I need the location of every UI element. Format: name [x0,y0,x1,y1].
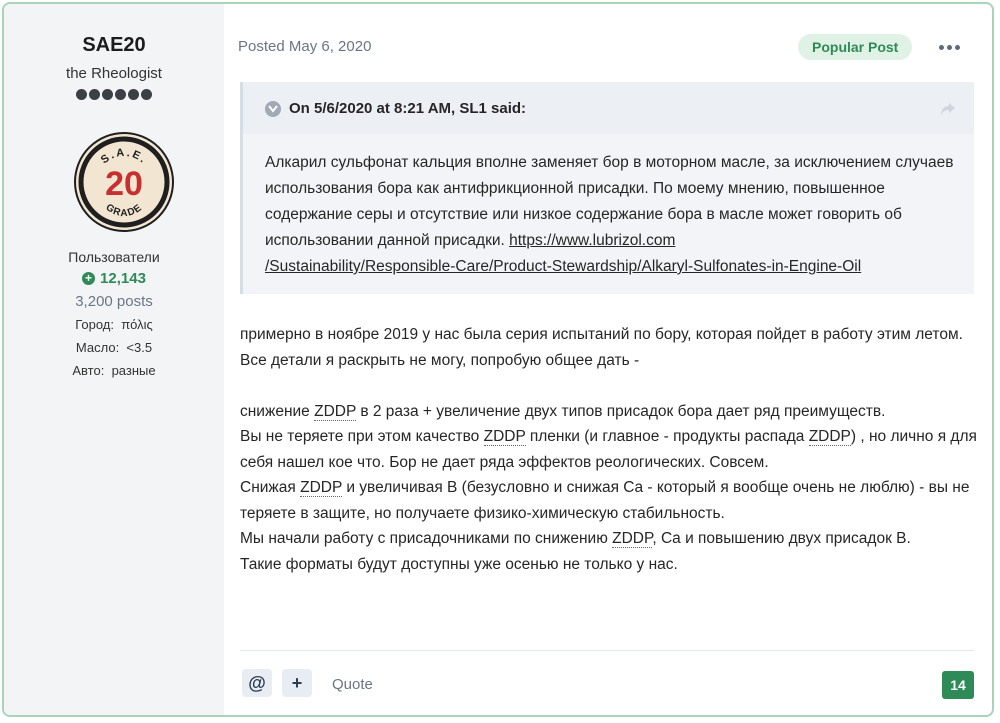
field-value: πόλις [121,317,153,332]
paragraph: Мы начали работу с присадочниками по снижению ZDDP, Ca и повышению двух присадок B. [240,530,911,547]
footer-divider [240,650,974,651]
quote-text-body: Алкарил сульфонат кальция вполне заменяет бор в моторном масле, за исключением случаев использования бора как антифрикционной присадки. По моему мнению, повышенное содержание серы и отсутствие или низкое содержание бора в масле может говорить об использовании данной присадки. [265,154,954,249]
more-options-icon[interactable] [936,34,962,60]
field-label: Авто: [72,363,105,378]
reaction-count[interactable]: 14 [942,671,974,699]
author-group: Пользователи [68,249,160,265]
paragraph: снижение ZDDP в 2 раза + увеличение двух типов присадок бора дает ряд преимуществ. [240,402,886,420]
avatar-number: 20 [105,165,143,203]
avatar[interactable] [74,132,174,232]
field-label: Город: [75,317,114,332]
paragraph: примерно в ноябре 2019 у нас была серия испытаний по бору, которая пойдет в работу этим летом. [240,326,963,343]
share-arrow-icon[interactable] [940,102,956,116]
rank-pip [76,89,87,100]
rank-pip [102,89,113,100]
abbr-zddp: ZDDP [612,530,653,547]
chevron-down-icon[interactable] [265,101,281,117]
reputation-value: 12,143 [100,270,146,287]
plus-circle-icon: + [82,272,95,285]
field-label: Масло: [75,340,120,355]
field-value: <3.5 [126,340,153,355]
author-panel [4,4,224,715]
rank-pip [115,89,126,100]
post-content [224,4,992,715]
rank-pip [141,89,152,100]
post-count: 3,200 posts [75,293,153,310]
paragraph: Вы не теряете при этом качество ZDDP пленки (и главное - продукты распада ZDDP) , но лично я для себя нашел кое что. Бор не дает ряда эффектов реологических. Совсем. [240,428,977,471]
forum-post [2,2,994,717]
field-value: разные [111,363,156,378]
rank-pips [4,89,224,100]
author-title: the Rheologist [66,65,162,82]
rank-pip [89,89,100,100]
quote-button[interactable]: Quote [332,676,373,693]
rank-pip [128,89,139,100]
abbr-zddp: ZDDP [483,428,526,445]
avatar-bottom-text: GRADE [103,202,145,220]
avatar-top-text: S.A.E. [98,146,150,167]
abbr-zddp: ZDDP [300,479,343,496]
author-name[interactable]: SAE20 [82,34,146,56]
abbr-zddp: ZDDP [314,402,357,420]
profile-field-oil [4,340,224,355]
quote-link[interactable]: https://www.lubrizol.com /Sustainability/Responsible-Care/Product-Stewardship/Alkaryl-Sulfonates-in-Engine-Oil [265,232,862,275]
quote-citation: On 5/6/2020 at 8:21 AM, SL1 said: [289,100,527,117]
quote-header[interactable] [243,82,974,134]
post-body [240,322,980,577]
paragraph: Такие форматы будут доступны уже осенью не только у нас. [240,555,678,573]
popular-post-badge: Popular Post [798,34,912,60]
paragraph: Все детали я раскрыть не могу, попробую общее дать - [240,351,640,369]
post-date[interactable]: Posted May 6, 2020 [238,38,372,55]
abbr-zddp: ZDDP [808,428,851,445]
mention-button[interactable]: @ [242,669,272,697]
multiquote-add-button[interactable]: + [282,669,312,697]
quote-text [265,150,965,280]
profile-field-auto [4,363,224,378]
reputation [4,270,224,287]
profile-field-city [4,317,224,332]
quote-block [240,82,974,294]
paragraph: Снижая ZDDP и увеличивая B (безусловно и снижая Ca - который я вообще очень не люблю) - вы не теряете в защите, но получаете физико-химическую стабильность. [240,479,970,522]
